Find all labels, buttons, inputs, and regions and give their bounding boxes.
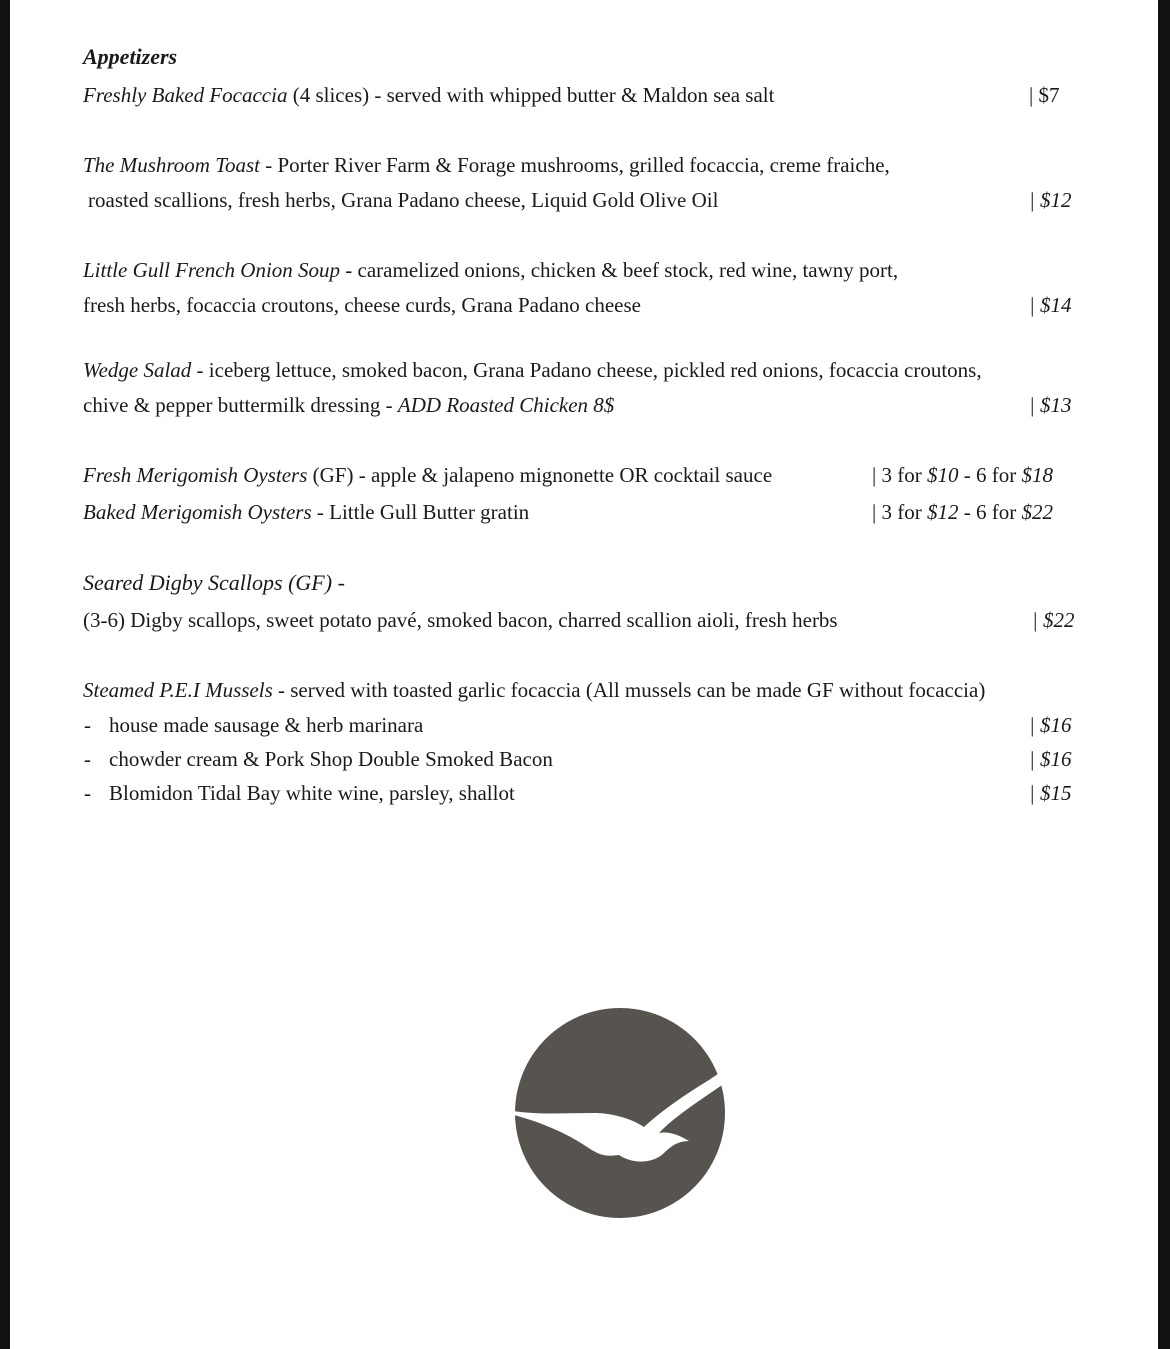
menu-page	[10, 0, 1158, 1349]
mussels-option-3-price	[1029, 780, 1072, 806]
focaccia-price	[1029, 82, 1059, 108]
mussels-bullet-2: -	[84, 747, 91, 771]
section-title: Appetizers	[83, 44, 178, 69]
mussels-option-2-price-sep: |	[1029, 747, 1041, 771]
wedge-price	[1029, 392, 1072, 418]
oysters-baked-line	[83, 499, 529, 525]
mushroom-desc-1: - Porter River Farm & Forage mushrooms, grilled focaccia, creme fraiche,	[259, 153, 890, 177]
wedge-line-2	[83, 392, 614, 418]
mussels-bullet-1: -	[84, 713, 91, 737]
mussels-option-2-price-value: $16	[1040, 747, 1072, 771]
oysters-baked-name: Baked Merigomish Oysters	[83, 500, 312, 524]
soup-price-sep: |	[1029, 293, 1041, 317]
soup-price	[1029, 292, 1072, 318]
wedge-desc-1: - iceberg lettuce, smoked bacon, Grana Padano cheese, pickled red onions, focaccia croutons,	[191, 358, 982, 382]
wedge-price-sep: |	[1029, 393, 1041, 417]
mussels-option-1: house made sausage & herb marinara	[109, 713, 424, 737]
wedge-price-value: $13	[1040, 393, 1072, 417]
mushroom-desc-2: roasted scallions, fresh herbs, Grana Padano cheese, Liquid Gold Olive Oil	[88, 188, 719, 212]
scallops-desc: (3-6) Digby scallops, sweet potato pavé, smoked bacon, charred scallion aioli, fresh herbs	[83, 608, 838, 632]
mushroom-line-1	[83, 152, 890, 178]
focaccia-desc: (4 slices) - served with whipped butter & Maldon sea salt	[287, 83, 775, 107]
focaccia-price-sep: |	[1029, 83, 1039, 107]
soup-desc-1: - caramelized onions, chicken & beef stock, red wine, tawny port,	[340, 258, 899, 282]
wedge-name: Wedge Salad	[83, 358, 192, 382]
focaccia-name: Freshly Baked Focaccia	[83, 83, 288, 107]
seagull-sun-logo	[484, 1005, 754, 1220]
mussels-desc: - served with toasted garlic focaccia (All mussels can be made GF without focaccia)	[272, 678, 986, 702]
soup-name: Little Gull French Onion Soup	[83, 258, 341, 282]
wedge-line-1	[83, 357, 982, 383]
focaccia-line	[83, 82, 774, 108]
oysters-baked-price-a: | 3 for	[872, 500, 927, 524]
oysters-baked-price-d: $22	[1021, 500, 1053, 524]
wedge-addon: ADD Roasted Chicken 8$	[397, 393, 615, 417]
focaccia-price-value: $7	[1038, 83, 1060, 107]
mushroom-name: The Mushroom Toast	[83, 153, 260, 177]
oysters-fresh-price-c: - 6 for	[958, 463, 1022, 487]
oysters-fresh-line	[83, 462, 772, 488]
wedge-desc-2: chive & pepper buttermilk dressing -	[83, 393, 398, 417]
oysters-fresh-price-b: $10	[926, 463, 959, 487]
mussels-name: Steamed P.E.I Mussels	[83, 678, 273, 702]
mussels-option-3-price-value: $15	[1040, 781, 1072, 805]
soup-line-1	[83, 257, 898, 283]
mussels-option-1-price-value: $16	[1040, 713, 1072, 737]
mussels-option-2: chowder cream & Pork Shop Double Smoked Bacon	[109, 747, 553, 771]
oysters-baked-price	[872, 499, 1053, 525]
mushroom-price-sep: |	[1029, 188, 1041, 212]
mussels-option-1-price	[1029, 712, 1072, 738]
oysters-fresh-price	[872, 462, 1053, 488]
mussels-line	[83, 677, 985, 703]
oysters-baked-price-b: $12	[926, 500, 959, 524]
soup-desc-2: fresh herbs, focaccia croutons, cheese curds, Grana Padano cheese	[83, 293, 641, 317]
oysters-baked-price-c: - 6 for	[958, 500, 1022, 524]
oysters-fresh-desc: (GF) - apple & jalapeno mignonette OR cocktail sauce	[307, 463, 773, 487]
mussels-option-2-price	[1029, 746, 1072, 772]
oysters-fresh-name: Fresh Merigomish Oysters	[83, 463, 308, 487]
mussels-bullet-3: -	[84, 781, 91, 805]
scallops-price-value: $22	[1043, 608, 1075, 632]
mussels-option-3: Blomidon Tidal Bay white wine, parsley, shallot	[109, 781, 515, 805]
scallops-name: Seared Digby Scallops (GF) -	[83, 570, 345, 595]
mushroom-price-value: $12	[1040, 188, 1072, 212]
oysters-fresh-price-a: | 3 for	[872, 463, 927, 487]
soup-price-value: $14	[1040, 293, 1072, 317]
mushroom-price	[1029, 187, 1072, 213]
oysters-fresh-price-d: $18	[1021, 463, 1053, 487]
scallops-price-sep: |	[1032, 608, 1044, 632]
mussels-option-1-price-sep: |	[1029, 713, 1041, 737]
mussels-option-3-price-sep: |	[1029, 781, 1041, 805]
oysters-baked-desc: - Little Gull Butter gratin	[311, 500, 530, 524]
scallops-price	[1032, 607, 1075, 633]
